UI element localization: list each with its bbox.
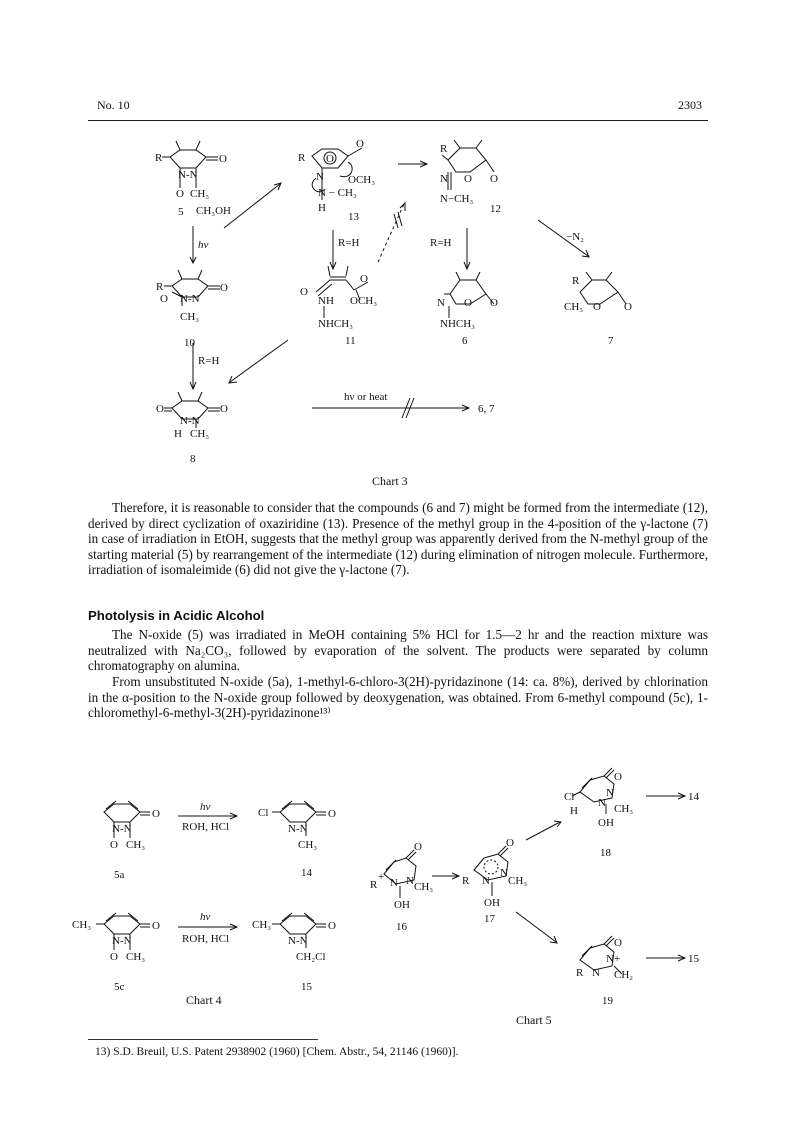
chart3-arrow-product-67: 6, 7	[478, 403, 495, 415]
chart3-arrow-hv: hν	[198, 239, 209, 251]
paragraph-3: From unsubstituted N-oxide (5a), 1-methyl-6-chloro-3(2H)-pyridazinone (14: ca. 8%), derived by chlorination in the α-position to the N-oxide group followed by deoxygenation, was obtained. From 6-methyl compound (5c), 1-chloromethyl-6-methyl-3(2H)-pyridazinone¹³⁾	[88, 674, 708, 721]
svg-text:CH₂Cl: CH₂Cl	[296, 951, 326, 963]
svg-text:N: N	[316, 171, 324, 183]
svg-text:O: O	[356, 138, 364, 150]
svg-text:R: R	[576, 967, 584, 979]
svg-text:O: O	[464, 173, 472, 185]
svg-text:O: O	[152, 920, 160, 932]
svg-text:N-N: N-N	[112, 935, 132, 947]
chart3-scheme	[0, 125, 793, 465]
svg-text:O: O	[490, 297, 498, 309]
running-header-page-number: 2303	[678, 98, 702, 112]
svg-text:R: R	[155, 152, 163, 164]
svg-text:CH₃: CH₃	[126, 951, 146, 963]
svg-text:N: N	[406, 875, 414, 887]
svg-text:O: O	[360, 273, 368, 285]
svg-text:O: O	[156, 403, 164, 415]
chart3-label-11: 11	[345, 335, 356, 347]
svg-text:N: N	[598, 797, 606, 809]
chart3-label-13: 13	[348, 211, 359, 223]
svg-text:NHCH₃: NHCH₃	[318, 318, 354, 330]
svg-text:CH₃: CH₃	[508, 875, 528, 887]
chart4-label-14: 14	[301, 867, 312, 879]
svg-text:N: N	[437, 297, 445, 309]
svg-text:OCH₃: OCH₃	[350, 295, 378, 307]
footnote-13: 13) S.D. Breuil, U.S. Patent 2938902 (1960) [Chem. Abstr., 54, 21146 (1960)].	[95, 1046, 459, 1058]
svg-text:Cl: Cl	[258, 807, 269, 819]
chart4-label-5a: 5a	[114, 869, 125, 881]
svg-text:O: O	[110, 951, 118, 963]
chart3-arrow-hv-or-heat: hν or heat	[344, 391, 388, 403]
chart3-ring-12	[448, 148, 486, 172]
svg-text:OH: OH	[394, 899, 410, 911]
paragraph-1: Therefore, it is reasonable to consider that the compounds (6 and 7) might be formed from the intermediate (12), derived by direct cyclization of oxaziridine (13). Presence of the methyl group in the 4-position of the γ-lactone (7) in case of irradiation in EtOH, suggests that the methyl group was apparently derived from the N-methyl group of the starting material (5) by rearrangement of the intermediate (12) during elimination of nitrogen molecule. Furthermore, irradiation of isomaleimide (6) did not give the γ-lactone (7).	[88, 500, 708, 578]
svg-text:O: O	[160, 293, 168, 305]
paragraph-2: The N-oxide (5) was irradiated in MeOH containing 5% HCl for 1.5—2 hr and the reaction mixture was neutralized with Na₂CO₃, followed by evaporation of the solvent. The products were separated by column chromatography on alumina.	[88, 627, 708, 674]
svg-text:O: O	[506, 837, 514, 849]
svg-text:O: O	[176, 188, 184, 200]
svg-text:H: H	[570, 805, 578, 817]
svg-text:N: N	[592, 967, 600, 979]
chart5-arrow-to-14: 14	[688, 791, 699, 803]
svg-text:CH₃: CH₃	[252, 919, 272, 931]
section-heading: Photolysis in Acidic Alcohol	[88, 608, 265, 623]
svg-text:CH₃: CH₃	[190, 428, 210, 440]
svg-text:O: O	[414, 841, 422, 853]
svg-text:CH₃: CH₃	[414, 881, 434, 893]
chart3-arrow-r-eq-h-2: R=H	[430, 237, 452, 249]
footnote-rule	[88, 1039, 318, 1040]
svg-text:CH₃: CH₃	[126, 839, 146, 851]
svg-text:R: R	[298, 152, 306, 164]
chart5-label-18: 18	[600, 847, 611, 859]
svg-text:O: O	[328, 808, 336, 820]
svg-text:CH₃: CH₃	[72, 919, 92, 931]
svg-text:CH₃: CH₃	[298, 839, 318, 851]
chart4-arrow-hv-2: hν	[200, 911, 211, 923]
svg-text:N-N: N-N	[180, 415, 200, 427]
header-rule	[88, 120, 708, 121]
svg-text:CH₂: CH₂	[614, 969, 634, 981]
chart5-label-17: 17	[484, 913, 495, 925]
svg-text:O: O	[614, 937, 622, 949]
svg-text:O: O	[326, 153, 334, 165]
chart3-arrow-minus-n2: −N₂	[566, 231, 584, 243]
chart3-arrow-r-eq-h-1: R=H	[338, 237, 360, 249]
svg-text:O: O	[219, 153, 227, 165]
chart4-label-5c: 5c	[114, 981, 125, 993]
svg-text:NHCH₃: NHCH₃	[440, 318, 476, 330]
svg-text:R: R	[572, 275, 580, 287]
svg-text:Cl: Cl	[564, 791, 575, 803]
svg-text:N−CH₃: N−CH₃	[440, 193, 474, 205]
chart4-arrow-conditions-1: ROH, HCl	[182, 821, 230, 833]
svg-text:N-N: N-N	[178, 169, 198, 181]
chart4-arrow-conditions-2: ROH, HCl	[182, 933, 230, 945]
chart3-label-8: 8	[190, 453, 196, 465]
svg-text:O: O	[593, 301, 601, 313]
svg-text:R: R	[370, 879, 378, 891]
svg-text:O: O	[220, 282, 228, 294]
chart4-5-scheme	[0, 760, 793, 1040]
svg-text:H: H	[318, 202, 326, 214]
svg-text:O: O	[110, 839, 118, 851]
chart5-caption: Chart 5	[516, 1013, 552, 1027]
svg-text:R: R	[440, 143, 448, 155]
svg-text:CH₃: CH₃	[564, 301, 584, 313]
svg-text:+: +	[378, 871, 385, 883]
chart4-caption: Chart 4	[186, 993, 222, 1007]
svg-text:O: O	[464, 297, 472, 309]
chart3-label-12: 12	[490, 203, 501, 215]
svg-text:N: N	[390, 877, 398, 889]
chart5-label-16: 16	[396, 921, 407, 933]
svg-text:N+: N+	[606, 953, 621, 965]
svg-text:H: H	[174, 428, 182, 440]
svg-text:OH: OH	[484, 897, 500, 909]
svg-text:O: O	[220, 403, 228, 415]
svg-text:NH: NH	[318, 295, 334, 307]
svg-text:N: N	[482, 875, 490, 887]
svg-text:CH₃: CH₃	[180, 311, 200, 323]
svg-text:N: N	[606, 787, 614, 799]
svg-text:R: R	[462, 875, 470, 887]
chart3-label-6: 6	[462, 335, 468, 347]
svg-text:O: O	[300, 286, 308, 298]
chart3-caption: Chart 3	[372, 474, 408, 488]
svg-text:CH₃: CH₃	[190, 188, 210, 200]
svg-text:O: O	[624, 301, 632, 313]
svg-text:N-N: N-N	[180, 293, 200, 305]
running-header-issue: No. 10	[97, 98, 130, 112]
svg-text:OH: OH	[598, 817, 614, 829]
svg-text:N-N: N-N	[288, 935, 308, 947]
svg-text:O: O	[490, 173, 498, 185]
chart3-arrow-r-eq-h-3: R=H	[198, 355, 220, 367]
svg-text:O: O	[328, 920, 336, 932]
svg-text:N-N: N-N	[112, 823, 132, 835]
svg-text:CH₃: CH₃	[614, 803, 634, 815]
chart4-label-15: 15	[301, 981, 312, 993]
chart3-label-10: 10	[184, 337, 195, 349]
svg-text:N − CH₃: N − CH₃	[318, 187, 357, 199]
svg-text:O: O	[152, 808, 160, 820]
chart4-arrow-hv-1: hν	[200, 801, 211, 813]
chart3-label-7: 7	[608, 335, 614, 347]
chart3-arrow-ch3oh: CH₃OH	[196, 205, 232, 217]
chart3-ring-5	[170, 150, 206, 168]
svg-text:O: O	[614, 771, 622, 783]
chart5-arrow-to-15: 15	[688, 953, 699, 965]
svg-text:N: N	[440, 173, 448, 185]
svg-text:N-N: N-N	[288, 823, 308, 835]
chart3-label-5: 5	[178, 206, 184, 218]
svg-text:OCH₃: OCH₃	[348, 174, 376, 186]
svg-text:N: N	[500, 867, 508, 879]
svg-text:R: R	[156, 281, 164, 293]
chart5-label-19: 19	[602, 995, 613, 1007]
